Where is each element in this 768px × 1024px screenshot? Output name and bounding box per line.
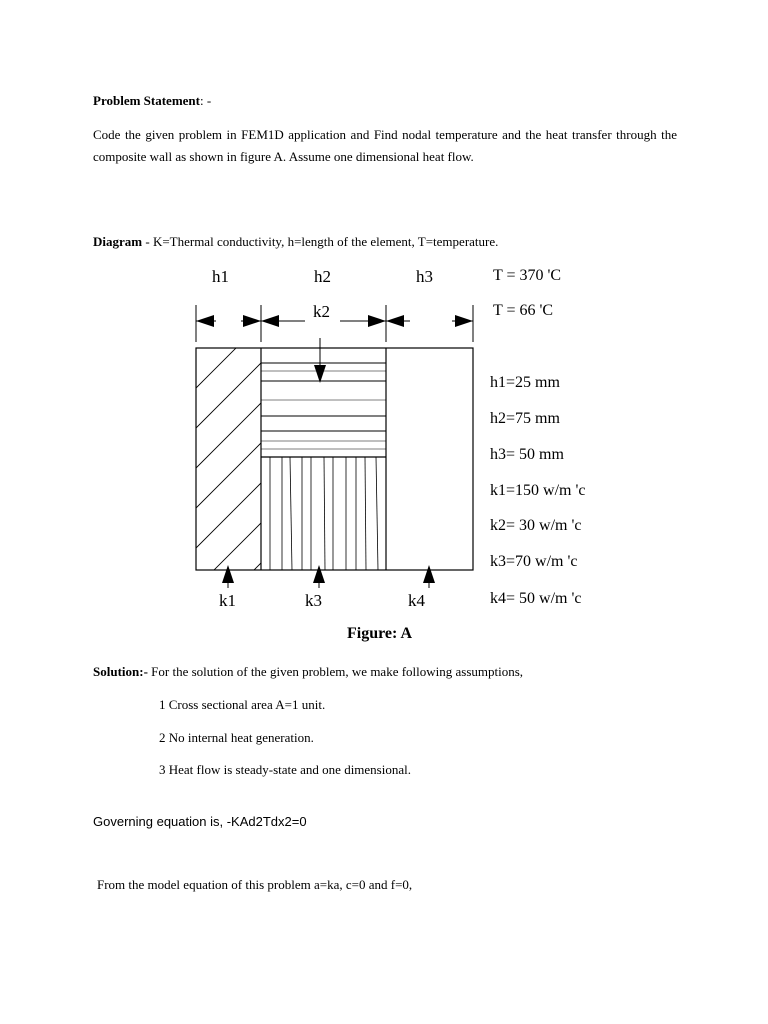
h3-label: h3: [416, 267, 433, 286]
assumption-1: 1 Cross sectional area A=1 unit.: [159, 697, 326, 712]
assumption-2: 2 No internal heat generation.: [159, 730, 314, 745]
assumption-3: 3 Heat flow is steady-state and one dimensional.: [159, 762, 411, 777]
diagram-heading: Diagram: [93, 234, 143, 249]
param-k4: k4= 50 w/m 'c: [490, 590, 582, 607]
solution-heading: Solution:-: [93, 664, 148, 679]
dimension-ticks: [196, 305, 473, 342]
param-k2: k2= 30 w/m 'c: [490, 517, 582, 534]
k3-label: k3: [305, 591, 322, 610]
model-equation-text: From the model equation of this problem a=ka, c=0 and f=0,: [97, 877, 413, 892]
k2-hatch: [261, 363, 386, 449]
h1-label: h1: [212, 267, 229, 286]
param-k1: k1=150 w/m 'c: [490, 482, 586, 499]
h2-label: h2: [314, 267, 331, 286]
param-h2: h2=75 mm: [490, 410, 560, 427]
k2-label: k2: [313, 302, 330, 321]
solution-line: [93, 664, 523, 680]
k4-pointer: [423, 565, 435, 588]
k4-label: k4: [408, 591, 425, 610]
k1-label: k1: [219, 591, 236, 610]
figure-caption: Figure: A: [347, 625, 413, 642]
h1-dimension: [196, 315, 261, 327]
param-h3: h3= 50 mm: [490, 446, 564, 463]
temperature-right: T = 66 'C: [493, 302, 554, 319]
k3-hatch: [270, 457, 378, 570]
param-k3: k3=70 w/m 'c: [490, 553, 578, 570]
solution-intro: For the solution of the given problem, we make following assumptions,: [147, 664, 524, 679]
diagram-heading-suffix: - K=Thermal conductivity, h=length of the element, T=temperature.: [142, 234, 499, 249]
k3-pointer: [313, 565, 325, 588]
h3-dimension: [386, 315, 473, 327]
param-h1: h1=25 mm: [490, 374, 560, 391]
problem-text: Code the given problem in FEM1D application and Find nodal temperature and the heat transfer through the composite wall as shown in figure A. Assume one dimensional heat flow.: [93, 127, 677, 164]
governing-equation: Governing equation is, -KAd2Tdx2=0: [93, 814, 307, 829]
k1-pointer: [222, 565, 234, 588]
temperature-left: T = 370 'C: [493, 267, 562, 284]
problem-heading: Problem Statement: [93, 93, 200, 108]
problem-heading-suffix: : -: [199, 93, 212, 108]
k2-pointer: [314, 338, 326, 383]
